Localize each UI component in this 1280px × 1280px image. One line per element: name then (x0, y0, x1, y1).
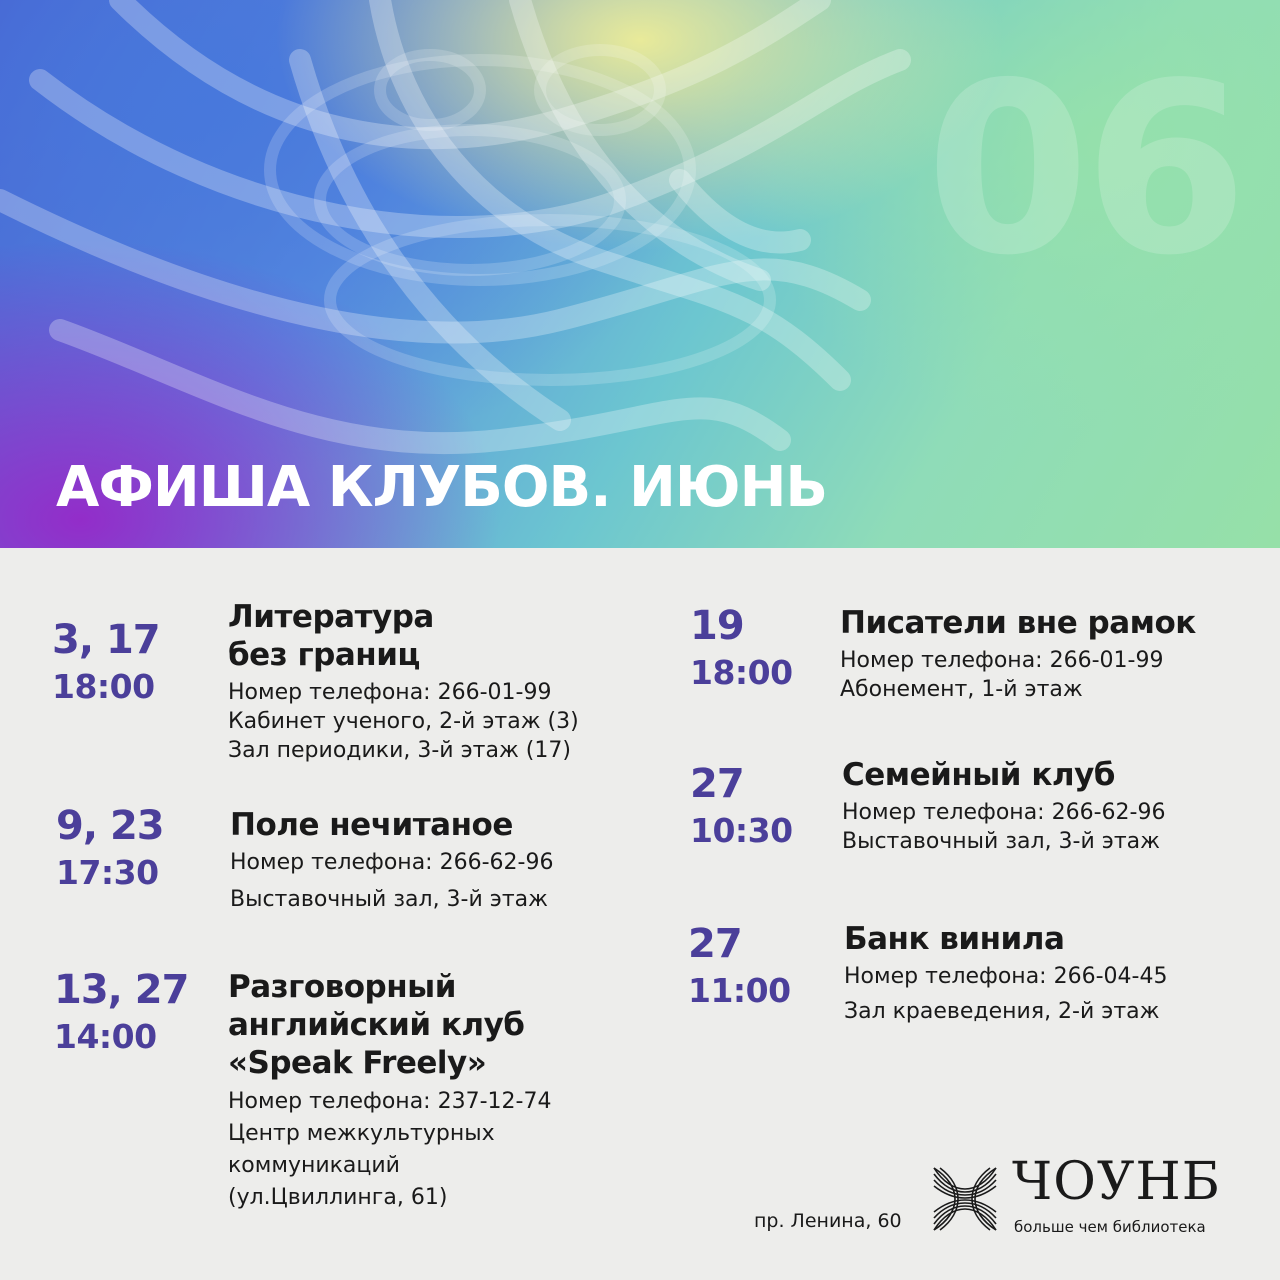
event-location: Зал периодики, 3-й этаж (17) (228, 738, 571, 763)
event-info (228, 598, 579, 765)
event-time: 10:30 (690, 811, 793, 850)
event-name-line: Литература (228, 599, 434, 635)
event-phone: Номер телефона: 266-62-96 (842, 800, 1166, 825)
event-phone: Номер телефона: 266-01-99 (840, 648, 1164, 673)
event-phone: Номер телефона: 266-04-45 (844, 964, 1168, 989)
event-time: 14:00 (54, 1017, 157, 1056)
event-name-line: Писатели вне рамок (840, 605, 1196, 641)
event-dates: 27 (688, 921, 742, 967)
event-dates: 13, 27 (54, 967, 189, 1013)
event-name (228, 968, 551, 1082)
event-date (690, 603, 793, 692)
event-date (688, 921, 791, 1010)
event-name-line: Банк винила (844, 921, 1065, 957)
page-title: АФИША КЛУБОВ. ИЮНЬ (56, 455, 828, 520)
library-logo-name: ЧОУНБ (1012, 1152, 1221, 1212)
event-name (844, 920, 1167, 958)
event-location: (ул.Цвиллинга, 61) (228, 1185, 448, 1210)
event-name (228, 598, 579, 674)
event-info (230, 806, 553, 914)
event-time: 18:00 (52, 667, 155, 706)
event-dates: 19 (690, 603, 744, 649)
event-info (842, 756, 1165, 856)
event-time: 17:30 (56, 853, 159, 892)
event-location: Кабинет ученого, 2-й этаж (3) (228, 709, 579, 734)
event-name-line: без границ (228, 637, 420, 673)
event-time: 18:00 (690, 653, 793, 692)
library-logo-icon (932, 1166, 998, 1232)
event-date (56, 803, 164, 892)
event-phone: Номер телефона: 266-01-99 (228, 680, 552, 705)
event-date (690, 761, 793, 850)
event-date (52, 617, 160, 706)
event-location: Абонемент, 1-й этаж (840, 677, 1083, 702)
event-location: Зал краеведения, 2-й этаж (844, 999, 1160, 1024)
event-info (840, 604, 1196, 704)
event-location: коммуникаций (228, 1153, 400, 1178)
event-dates: 27 (690, 761, 744, 807)
event-name-line: Поле нечитаное (230, 807, 513, 843)
event-location: Выставочный зал, 3-й этаж (842, 829, 1160, 854)
event-name-line: Разговорный (228, 969, 456, 1005)
event-location: Центр межкультурных (228, 1121, 495, 1146)
month-number: 06 (925, 32, 1242, 307)
event-name-line: «Speak Freely» (228, 1045, 487, 1081)
event-date (54, 967, 189, 1056)
event-phone: Номер телефона: 237-12-74 (228, 1089, 552, 1114)
event-name (842, 756, 1165, 794)
event-info (228, 968, 551, 1214)
library-address: пр. Ленина, 60 (754, 1210, 902, 1232)
event-name (230, 806, 553, 844)
event-name-line: Семейный клуб (842, 757, 1115, 793)
header-banner (0, 0, 1280, 548)
event-name (840, 604, 1196, 642)
event-location: Выставочный зал, 3-й этаж (230, 887, 548, 912)
event-phone: Номер телефона: 266-62-96 (230, 850, 554, 875)
event-dates: 9, 23 (56, 803, 164, 849)
event-dates: 3, 17 (52, 617, 160, 663)
event-time: 11:00 (688, 971, 791, 1010)
event-info (844, 920, 1167, 1026)
library-tagline: больше чем библиотека (1014, 1218, 1206, 1236)
event-name-line: английский клуб (228, 1007, 525, 1043)
